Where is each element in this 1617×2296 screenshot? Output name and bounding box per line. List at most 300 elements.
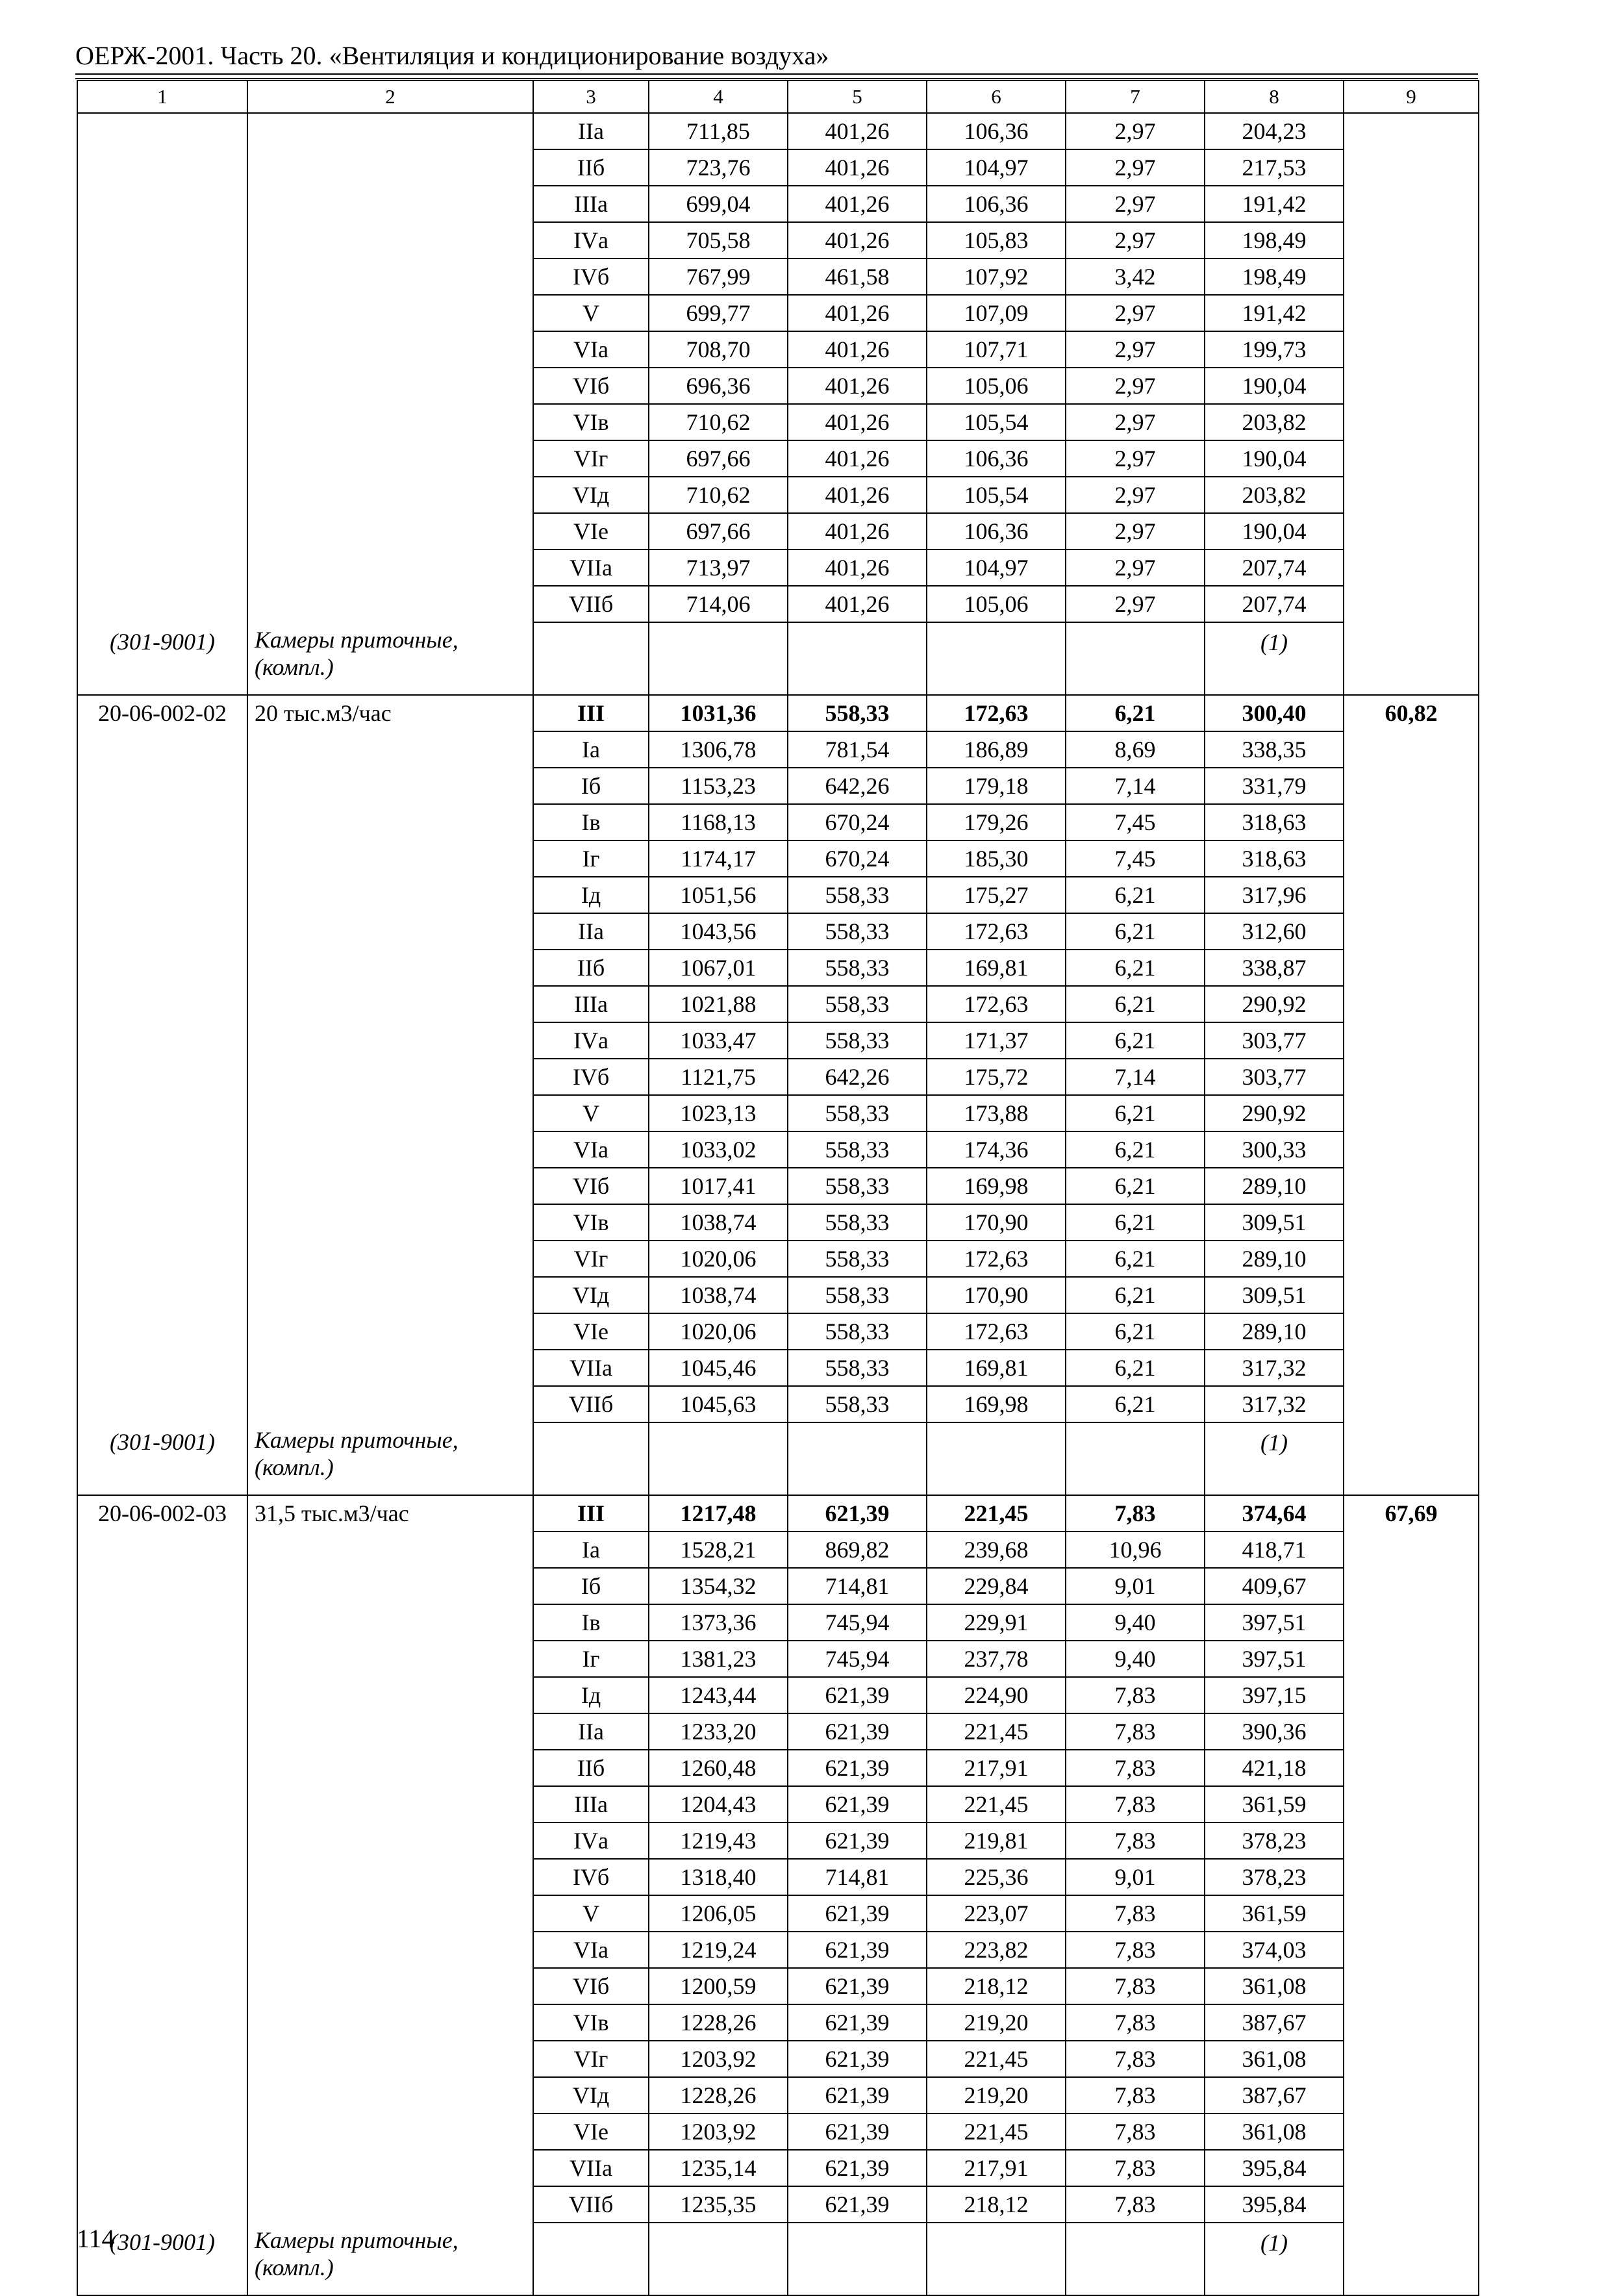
table-row [77, 549, 1479, 586]
value-cell: 223,82 [927, 1932, 1066, 1968]
zone-label: Iа [533, 731, 649, 768]
resource-note-row [77, 622, 1479, 695]
labor-cost-empty [1344, 986, 1479, 1022]
rate-name-empty [247, 1241, 533, 1277]
rate-name-empty [247, 1350, 533, 1386]
table-row [77, 2113, 1479, 2150]
table-row [77, 113, 1479, 149]
table-row [77, 513, 1479, 549]
empty-cell [788, 1422, 927, 1495]
zone-label: IIа [533, 1713, 649, 1750]
value-cell: 1023,13 [649, 1095, 788, 1131]
zone-label: VIб [533, 1168, 649, 1204]
value-cell: 421,18 [1205, 1750, 1344, 1786]
value-cell: 2,97 [1066, 513, 1205, 549]
zone-label: Iг [533, 1641, 649, 1677]
zone-label: IVа [533, 1022, 649, 1059]
value-cell: 1217,48 [649, 1495, 788, 1532]
value-cell: 409,67 [1205, 1568, 1344, 1604]
table-row [77, 586, 1479, 622]
zone-label: III [533, 1495, 649, 1532]
value-cell: 173,88 [927, 1095, 1066, 1131]
resource-name: Камеры приточные, (компл.) [247, 2223, 533, 2295]
value-cell: 1017,41 [649, 1168, 788, 1204]
rate-code-empty [77, 513, 247, 549]
value-cell: 869,82 [788, 1532, 927, 1568]
value-cell: 190,04 [1205, 440, 1344, 477]
labor-cost-empty [1344, 549, 1479, 586]
value-cell: 221,45 [927, 1713, 1066, 1750]
rate-code-empty [77, 1677, 247, 1713]
zone-label: VIа [533, 1131, 649, 1168]
labor-cost-empty [1344, 2186, 1479, 2223]
table-row [77, 186, 1479, 222]
rate-code-empty [77, 1059, 247, 1095]
rate-code-empty [77, 1932, 247, 1968]
value-cell: 621,39 [788, 2150, 927, 2186]
value-cell: 221,45 [927, 1495, 1066, 1532]
value-cell: 223,07 [927, 1895, 1066, 1932]
labor-cost: 60,82 [1344, 695, 1479, 731]
value-cell: 9,01 [1066, 1568, 1205, 1604]
value-cell: 1045,46 [649, 1350, 788, 1386]
value-cell: 401,26 [788, 186, 927, 222]
table-row [77, 2077, 1479, 2113]
labor-cost-empty [1344, 477, 1479, 513]
value-cell: 1067,01 [649, 950, 788, 986]
column-number: 4 [649, 81, 788, 113]
table-row [77, 477, 1479, 513]
zone-label: IVа [533, 1823, 649, 1859]
table-row [77, 1022, 1479, 1059]
value-cell: 169,81 [927, 950, 1066, 986]
value-cell: 558,33 [788, 1204, 927, 1241]
rate-code-empty [77, 950, 247, 986]
value-cell: 9,40 [1066, 1604, 1205, 1641]
zone-label: IVб [533, 1059, 649, 1095]
value-cell: 107,71 [927, 331, 1066, 368]
value-cell: 172,63 [927, 986, 1066, 1022]
value-cell: 175,27 [927, 877, 1066, 913]
table-row [77, 986, 1479, 1022]
labor-cost-empty [1344, 1968, 1479, 2004]
value-cell: 7,83 [1066, 1895, 1205, 1932]
zone-label: VIе [533, 1313, 649, 1350]
table-row [77, 1641, 1479, 1677]
rate-name-empty [247, 913, 533, 950]
value-cell: 217,91 [927, 2150, 1066, 2186]
resource-code: (301-9001) [77, 1422, 247, 1495]
value-cell: 237,78 [927, 1641, 1066, 1677]
labor-cost-empty [1344, 295, 1479, 331]
value-cell: 395,84 [1205, 2150, 1344, 2186]
zone-label: IIIа [533, 186, 649, 222]
table-row [77, 149, 1479, 186]
value-cell: 401,26 [788, 513, 927, 549]
zone-label: VIIа [533, 1350, 649, 1386]
value-cell: 621,39 [788, 2113, 927, 2150]
rate-name-empty [247, 804, 533, 840]
empty-cell [1066, 622, 1205, 695]
value-cell: 361,59 [1205, 1786, 1344, 1823]
value-cell: 2,97 [1066, 440, 1205, 477]
rate-name [247, 113, 533, 149]
value-cell: 172,63 [927, 1241, 1066, 1277]
labor-cost-empty [1344, 877, 1479, 913]
rate-code-empty [77, 1386, 247, 1422]
value-cell: 1381,23 [649, 1641, 788, 1677]
table-row [77, 877, 1479, 913]
zone-label: VIIб [533, 2186, 649, 2223]
zone-label: Iд [533, 1677, 649, 1713]
rate-code-empty [77, 2041, 247, 2077]
value-cell: 1233,20 [649, 1713, 788, 1750]
table-row [77, 1095, 1479, 1131]
table-row [77, 1895, 1479, 1932]
value-cell: 338,87 [1205, 950, 1344, 986]
value-cell: 1260,48 [649, 1750, 788, 1786]
column-number-row [77, 81, 1479, 113]
table-row [77, 2004, 1479, 2041]
labor-cost-empty [1344, 1750, 1479, 1786]
zone-label: V [533, 1895, 649, 1932]
labor-cost-empty [1344, 1895, 1479, 1932]
empty-cell [1066, 2223, 1205, 2295]
labor-cost-empty [1344, 804, 1479, 840]
labor-cost-empty [1344, 586, 1479, 622]
value-cell: 225,36 [927, 1859, 1066, 1895]
value-cell: 642,26 [788, 768, 927, 804]
zone-label: IIIа [533, 986, 649, 1022]
value-cell: 106,36 [927, 440, 1066, 477]
value-cell: 191,42 [1205, 295, 1344, 331]
table-row [77, 1859, 1479, 1895]
value-cell: 7,45 [1066, 840, 1205, 877]
value-cell: 1206,05 [649, 1895, 788, 1932]
table-row [77, 1495, 1479, 1532]
rate-name-empty [247, 186, 533, 222]
value-cell: 207,74 [1205, 586, 1344, 622]
table-row [77, 1241, 1479, 1277]
value-cell: 374,64 [1205, 1495, 1344, 1532]
value-cell: 317,32 [1205, 1350, 1344, 1386]
value-cell: 621,39 [788, 1677, 927, 1713]
resource-quantity: (1) [1205, 1422, 1344, 1495]
value-cell: 6,21 [1066, 1204, 1205, 1241]
value-cell: 172,63 [927, 695, 1066, 731]
value-cell: 1043,56 [649, 913, 788, 950]
value-cell: 2,97 [1066, 368, 1205, 404]
value-cell: 7,83 [1066, 1932, 1205, 1968]
value-cell: 1153,23 [649, 768, 788, 804]
value-cell: 185,30 [927, 840, 1066, 877]
labor-cost: 67,69 [1344, 1495, 1479, 1532]
value-cell: 621,39 [788, 2041, 927, 2077]
value-cell: 309,51 [1205, 1204, 1344, 1241]
rate-name-empty [247, 1895, 533, 1932]
rate-code: 20-06-002-02 [77, 695, 247, 731]
column-number: 9 [1344, 81, 1479, 113]
value-cell: 179,18 [927, 768, 1066, 804]
rate-name-empty [247, 1604, 533, 1641]
value-cell: 204,23 [1205, 113, 1344, 149]
value-cell: 171,37 [927, 1022, 1066, 1059]
empty-cell [927, 622, 1066, 695]
zone-label: III [533, 695, 649, 731]
labor-cost-empty [1344, 331, 1479, 368]
rates-table [77, 80, 1479, 2296]
rate-name-empty [247, 1968, 533, 2004]
value-cell: 8,69 [1066, 731, 1205, 768]
rate-code-empty [77, 186, 247, 222]
value-cell: 6,21 [1066, 1241, 1205, 1277]
value-cell: 7,83 [1066, 1677, 1205, 1713]
rate-name-empty [247, 1095, 533, 1131]
empty-cell [927, 1422, 1066, 1495]
zone-label: VIIб [533, 586, 649, 622]
value-cell: 699,04 [649, 186, 788, 222]
header-rule-bottom [75, 78, 1478, 79]
value-cell: 106,36 [927, 513, 1066, 549]
rate-name-empty [247, 1313, 533, 1350]
rate-name-empty [247, 295, 533, 331]
value-cell: 621,39 [788, 1750, 927, 1786]
labor-cost-empty [1344, 1095, 1479, 1131]
zone-label: VIIа [533, 549, 649, 586]
labor-cost-empty [1344, 1059, 1479, 1095]
value-cell: 170,90 [927, 1204, 1066, 1241]
zone-label: Iв [533, 804, 649, 840]
value-cell: 190,04 [1205, 513, 1344, 549]
value-cell: 7,83 [1066, 2004, 1205, 2041]
value-cell: 401,26 [788, 440, 927, 477]
rate-name-empty [247, 1568, 533, 1604]
value-cell: 303,77 [1205, 1059, 1344, 1095]
zone-label: VIб [533, 1968, 649, 2004]
empty-cell [927, 2223, 1066, 2295]
labor-cost-empty [1344, 1386, 1479, 1422]
rate-code-empty [77, 331, 247, 368]
value-cell: 1038,74 [649, 1204, 788, 1241]
value-cell: 401,26 [788, 404, 927, 440]
resource-note-row [77, 2223, 1479, 2295]
labor-cost-empty [1344, 440, 1479, 477]
rate-name-empty [247, 1168, 533, 1204]
page-header-title: ОЕРЖ-2001. Часть 20. «Вентиляция и кондиционирование воздуха» [75, 41, 829, 70]
value-cell: 312,60 [1205, 913, 1344, 950]
value-cell: 558,33 [788, 1131, 927, 1168]
value-cell: 217,53 [1205, 149, 1344, 186]
rate-name-empty [247, 440, 533, 477]
table-row [77, 1168, 1479, 1204]
value-cell: 300,40 [1205, 695, 1344, 731]
rate-code-empty [77, 768, 247, 804]
zone-label: VIд [533, 2077, 649, 2113]
value-cell: 697,66 [649, 440, 788, 477]
value-cell: 331,79 [1205, 768, 1344, 804]
zone-label: IVб [533, 1859, 649, 1895]
zone-label: VIа [533, 1932, 649, 1968]
value-cell: 1051,56 [649, 877, 788, 913]
labor-cost-empty [1344, 368, 1479, 404]
zone-label: VIг [533, 440, 649, 477]
value-cell: 401,26 [788, 331, 927, 368]
value-cell: 2,97 [1066, 404, 1205, 440]
rate-name-empty [247, 477, 533, 513]
rate-code-empty [77, 1859, 247, 1895]
value-cell: 7,83 [1066, 1823, 1205, 1859]
value-cell: 7,14 [1066, 768, 1205, 804]
value-cell: 198,49 [1205, 222, 1344, 259]
labor-cost-empty [1344, 1823, 1479, 1859]
table-row [77, 2041, 1479, 2077]
labor-cost-empty [1344, 186, 1479, 222]
table-row [77, 222, 1479, 259]
empty-cell [788, 2223, 927, 2295]
labor-cost-empty [1344, 2113, 1479, 2150]
labor-cost-empty [1344, 1022, 1479, 1059]
value-cell: 105,06 [927, 368, 1066, 404]
value-cell: 219,20 [927, 2077, 1066, 2113]
value-cell: 3,42 [1066, 259, 1205, 295]
zone-label: Iа [533, 1532, 649, 1568]
empty-cell [1344, 2223, 1479, 2295]
rate-name-empty [247, 2004, 533, 2041]
empty-cell [649, 622, 788, 695]
value-cell: 1306,78 [649, 731, 788, 768]
value-cell: 621,39 [788, 2186, 927, 2223]
labor-cost-empty [1344, 950, 1479, 986]
table-row [77, 1131, 1479, 1168]
resource-code: (301-9001) [77, 622, 247, 695]
value-cell: 218,12 [927, 1968, 1066, 2004]
value-cell: 1020,06 [649, 1313, 788, 1350]
value-cell: 6,21 [1066, 1350, 1205, 1386]
table-row [77, 1604, 1479, 1641]
value-cell: 2,97 [1066, 477, 1205, 513]
value-cell: 105,83 [927, 222, 1066, 259]
value-cell: 105,54 [927, 404, 1066, 440]
empty-cell [1344, 1422, 1479, 1495]
labor-cost-empty [1344, 259, 1479, 295]
rate-code-empty [77, 295, 247, 331]
value-cell: 218,12 [927, 2186, 1066, 2223]
table-row [77, 1059, 1479, 1095]
value-cell: 6,21 [1066, 950, 1205, 986]
labor-cost-empty [1344, 1277, 1479, 1313]
value-cell: 6,21 [1066, 1277, 1205, 1313]
value-cell: 397,51 [1205, 1641, 1344, 1677]
rate-code-empty [77, 1823, 247, 1859]
zone-label: IIб [533, 950, 649, 986]
rate-name-empty [247, 404, 533, 440]
table-row [77, 840, 1479, 877]
value-cell: 9,40 [1066, 1641, 1205, 1677]
value-cell: 7,83 [1066, 2041, 1205, 2077]
rate-name-empty [247, 2077, 533, 2113]
table-row [77, 295, 1479, 331]
value-cell: 1228,26 [649, 2077, 788, 2113]
rate-name: 31,5 тыс.м3/час [247, 1495, 533, 1532]
value-cell: 7,83 [1066, 1968, 1205, 2004]
table-row [77, 2186, 1479, 2223]
value-cell: 6,21 [1066, 1022, 1205, 1059]
table-row [77, 1313, 1479, 1350]
labor-cost-empty [1344, 2041, 1479, 2077]
rate-name-empty [247, 368, 533, 404]
value-cell: 461,58 [788, 259, 927, 295]
value-cell: 6,21 [1066, 1131, 1205, 1168]
value-cell: 697,66 [649, 513, 788, 549]
value-cell: 745,94 [788, 1604, 927, 1641]
rate-name-empty [247, 2041, 533, 2077]
labor-cost-empty [1344, 1168, 1479, 1204]
value-cell: 318,63 [1205, 804, 1344, 840]
zone-label: V [533, 295, 649, 331]
labor-cost-empty [1344, 913, 1479, 950]
value-cell: 290,92 [1205, 1095, 1344, 1131]
column-number: 3 [533, 81, 649, 113]
empty-cell [533, 622, 649, 695]
labor-cost-empty [1344, 1932, 1479, 1968]
value-cell: 710,62 [649, 477, 788, 513]
rate-name-empty [247, 1277, 533, 1313]
value-cell: 7,83 [1066, 1786, 1205, 1823]
value-cell: 621,39 [788, 1968, 927, 2004]
zone-label: VIа [533, 331, 649, 368]
value-cell: 401,26 [788, 586, 927, 622]
rate-code-empty [77, 549, 247, 586]
table-row [77, 1968, 1479, 2004]
rate-name-empty [247, 1786, 533, 1823]
value-cell: 705,58 [649, 222, 788, 259]
rate-name-empty [247, 513, 533, 549]
value-cell: 558,33 [788, 986, 927, 1022]
value-cell: 190,04 [1205, 368, 1344, 404]
rate-name-empty [247, 1059, 533, 1095]
labor-cost-empty [1344, 149, 1479, 186]
value-cell: 401,26 [788, 368, 927, 404]
table-row [77, 1386, 1479, 1422]
zone-label: IIб [533, 1750, 649, 1786]
labor-cost-empty [1344, 222, 1479, 259]
value-cell: 1121,75 [649, 1059, 788, 1095]
value-cell: 390,36 [1205, 1713, 1344, 1750]
value-cell: 401,26 [788, 149, 927, 186]
rate-code-empty [77, 368, 247, 404]
rate-name-empty [247, 986, 533, 1022]
labor-cost-empty [1344, 113, 1479, 149]
value-cell: 2,97 [1066, 586, 1205, 622]
value-cell: 387,67 [1205, 2004, 1344, 2041]
table-row [77, 695, 1479, 731]
rate-code-empty [77, 1895, 247, 1932]
column-number: 7 [1066, 81, 1205, 113]
value-cell: 338,35 [1205, 731, 1344, 768]
table-row [77, 1786, 1479, 1823]
zone-label: VIд [533, 477, 649, 513]
rate-code-empty [77, 404, 247, 440]
rate-name-empty [247, 731, 533, 768]
value-cell: 558,33 [788, 1168, 927, 1204]
value-cell: 175,72 [927, 1059, 1066, 1095]
rate-code-empty [77, 149, 247, 186]
value-cell: 303,77 [1205, 1022, 1344, 1059]
zone-label: Iг [533, 840, 649, 877]
table-row [77, 331, 1479, 368]
table-row [77, 804, 1479, 840]
labor-cost-empty [1344, 1204, 1479, 1241]
